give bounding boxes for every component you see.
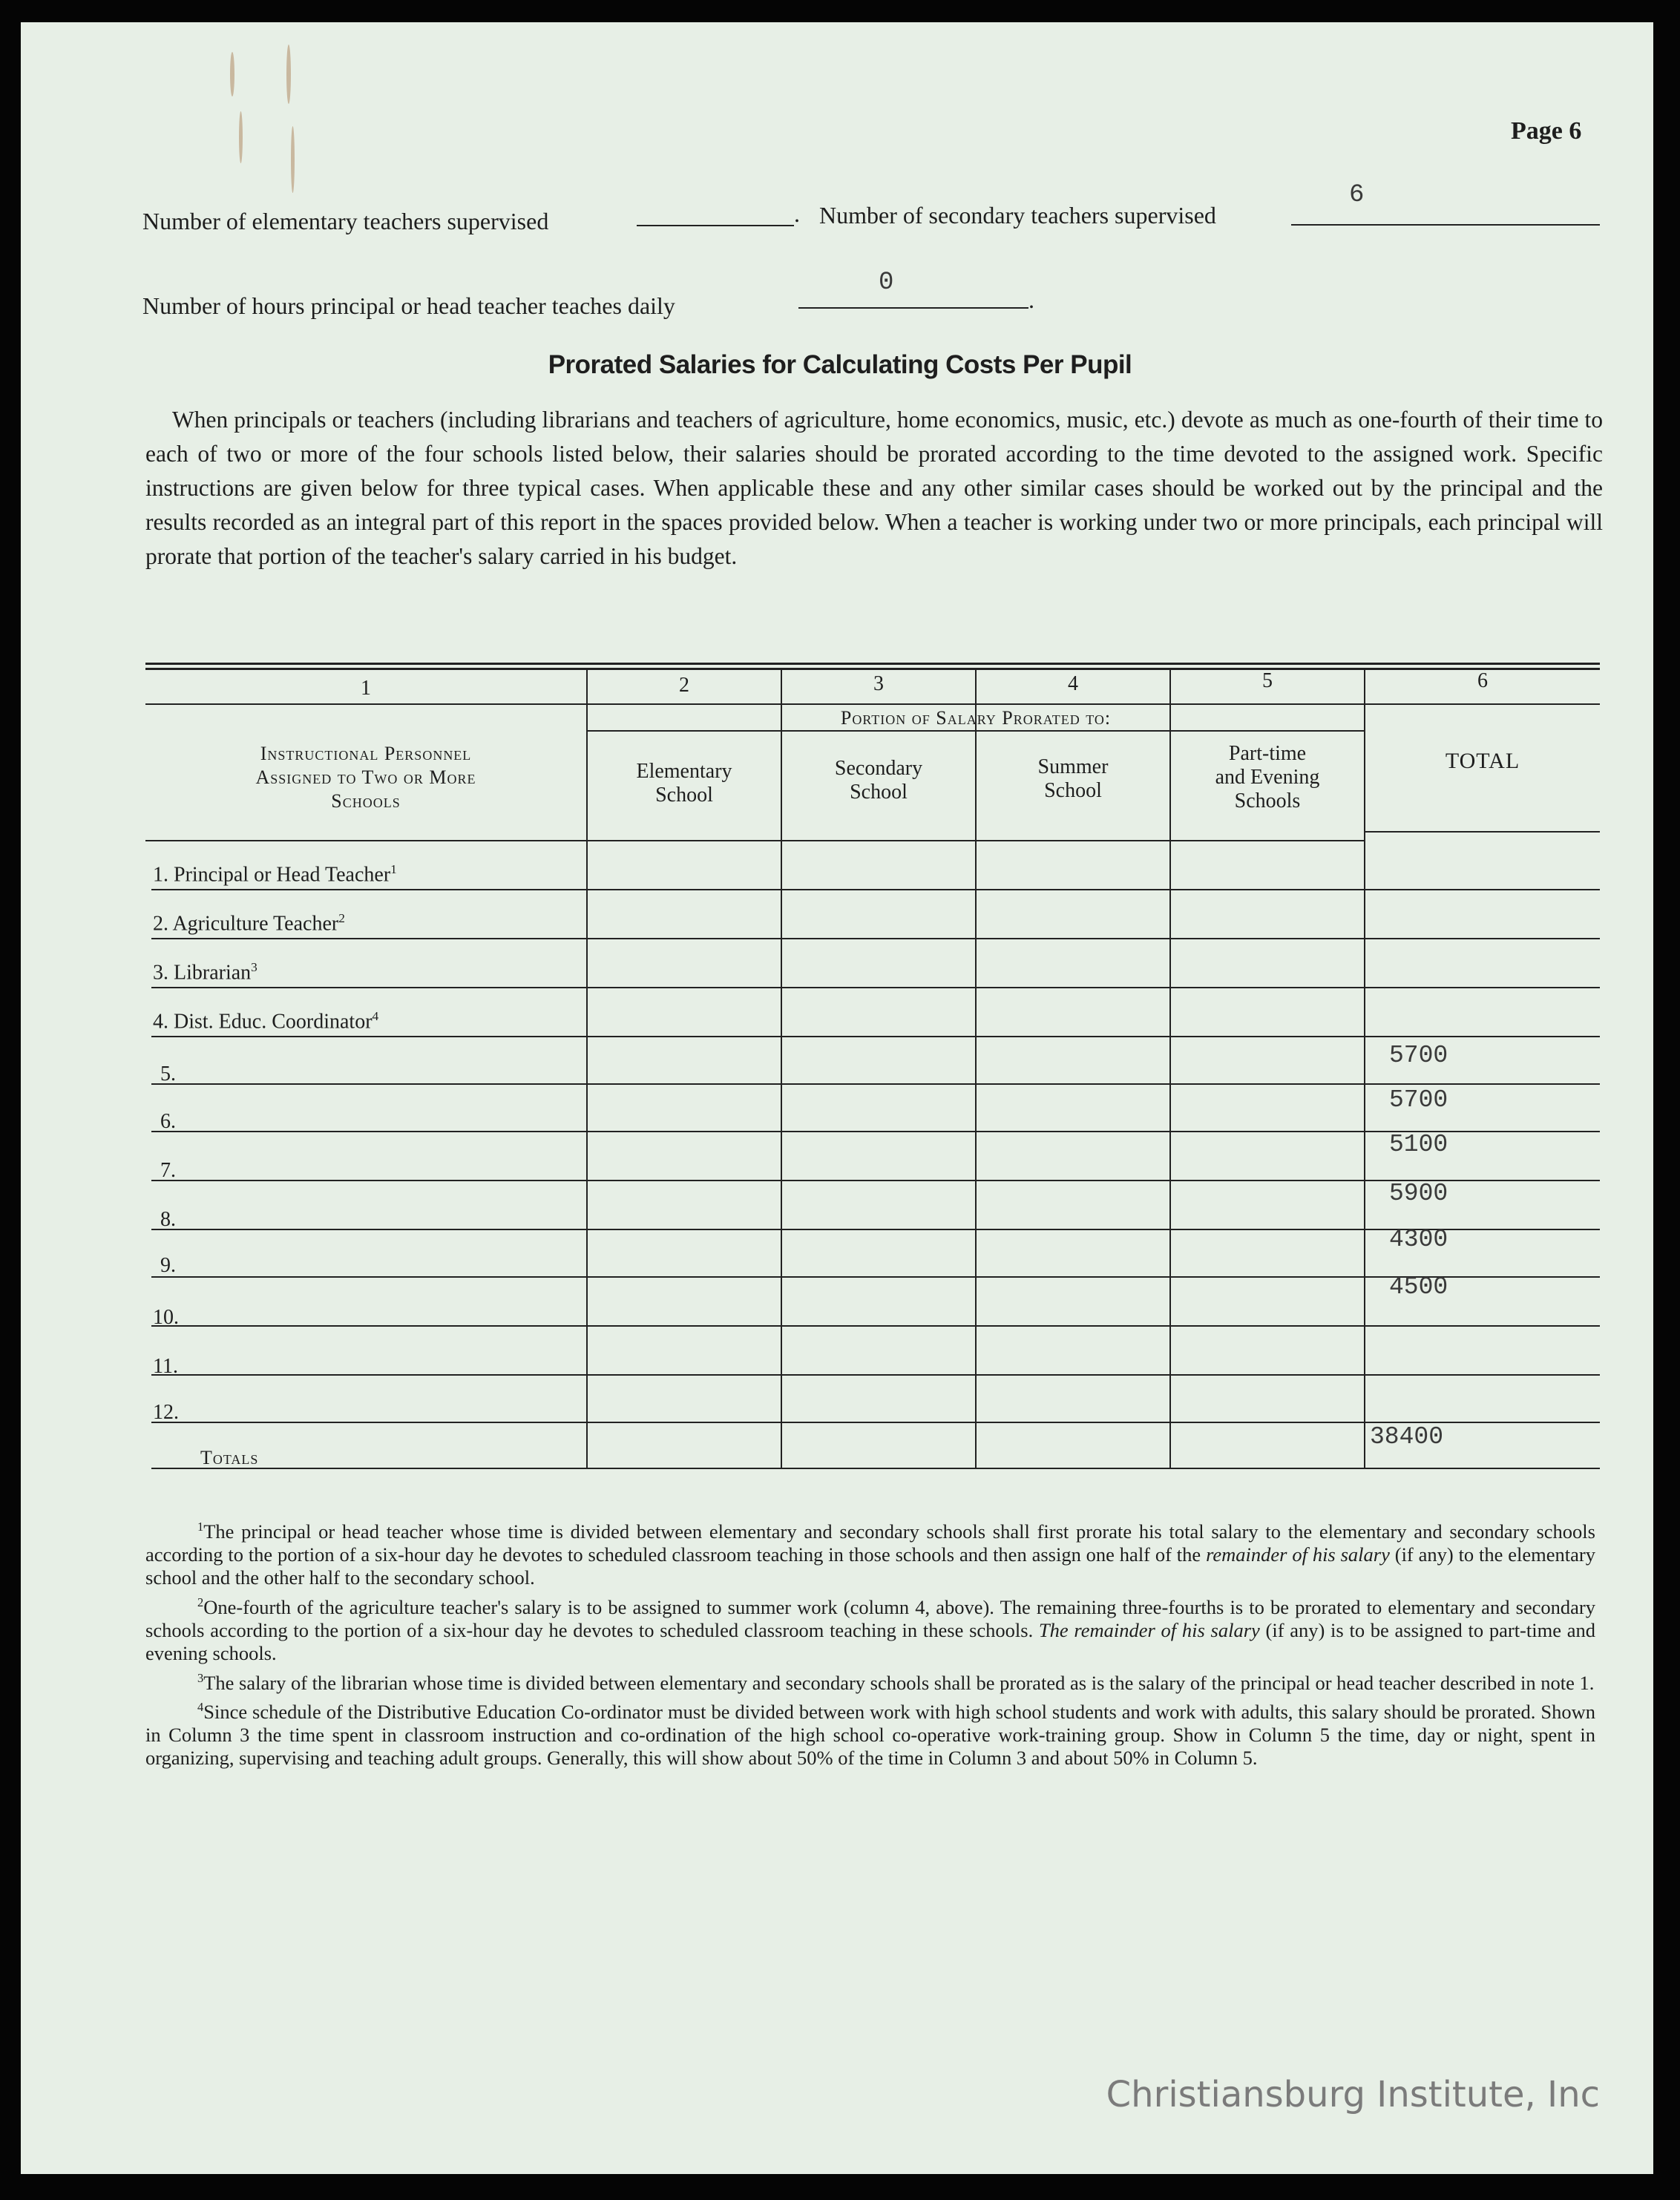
elementary-school-header-line1: Elementary — [636, 760, 732, 783]
hours-teaching-value: 0 — [879, 269, 894, 297]
row-total-10[interactable]: 4500 — [1389, 1273, 1448, 1301]
footnote-ref: 3 — [251, 960, 257, 974]
row-rule — [151, 889, 1600, 890]
col-number-rule — [145, 703, 1600, 705]
footnote-1 — [145, 1515, 1595, 1589]
secondary-teachers-value: 6 — [1349, 181, 1365, 209]
table-row-label: 5. — [160, 1063, 176, 1086]
footnote-4 — [145, 1695, 1595, 1770]
total-header: TOTAL — [1445, 749, 1520, 773]
row-rule — [151, 987, 1600, 988]
footnote-mark: 3 — [197, 1670, 204, 1685]
secondary-teachers-label: Number of secondary teachers supervised — [819, 202, 1216, 229]
section-title: Prorated Salaries for Calculating Costs Per Pupil — [548, 350, 1132, 379]
row-label-text: 3. Librarian — [153, 961, 252, 985]
col-number-2: 2 — [679, 674, 689, 697]
period: . — [1028, 286, 1034, 313]
table-row-label: 11. — [153, 1355, 178, 1378]
table-row-label — [153, 862, 397, 887]
col-number-5: 5 — [1262, 669, 1273, 692]
table-row-label — [153, 960, 257, 985]
table-row-label: 7. — [160, 1159, 176, 1182]
row-total-8[interactable]: 5900 — [1389, 1180, 1448, 1207]
footnotes — [145, 1515, 1595, 1771]
table-row-label — [153, 1009, 378, 1034]
col-number-6: 6 — [1477, 669, 1488, 692]
portion-header: Portion of Salary Prorated to: — [840, 707, 1112, 729]
table-bottom-rule — [151, 1468, 1600, 1469]
table-top-rule — [145, 663, 1600, 665]
summer-school-header-line2: School — [1044, 779, 1102, 802]
table-row-label: 9. — [160, 1254, 176, 1277]
footnote-mark: 2 — [197, 1595, 204, 1609]
table-row-label: 10. — [153, 1306, 179, 1329]
elementary-teachers-field[interactable] — [637, 204, 794, 226]
secondary-school-header-line1: Secondary — [834, 757, 923, 780]
personnel-header — [145, 742, 586, 813]
row-rule — [151, 1083, 1600, 1085]
secondary-school-header — [782, 757, 975, 804]
row-rule — [151, 1325, 1600, 1327]
row-rule — [151, 1276, 1600, 1278]
rust-stain — [291, 126, 295, 193]
col-divider — [1364, 668, 1365, 1469]
footnote-ref: 4 — [372, 1009, 379, 1023]
summer-school-header — [977, 755, 1169, 803]
row-rule — [151, 938, 1600, 939]
secondary-teachers-field[interactable] — [1291, 200, 1600, 226]
rust-stain — [286, 45, 291, 104]
instructions-text: When principals or teachers (including librarians and teachers of agriculture, home economics, music, etc.) devote as much as one-fourth of their time to each of two or more of the four schools listed below, their salaries should be prorated according to the time devoted to the assigned work. Specific instructions are given below for three typical cases. When applicable these and any other similar cases should be worked out by the principal and the results recorded as an integral part of this report in the spaces provided below. When a teacher is working under two or more principals, each principal will prorate that portion of the teacher's salary carried in his budget. — [145, 407, 1603, 569]
row-total-5[interactable]: 5700 — [1389, 1042, 1448, 1069]
part-time-evening-header — [1171, 742, 1364, 813]
footnote-ref: 1 — [390, 862, 397, 876]
part-time-evening-header-line2: and Evening — [1215, 766, 1320, 789]
col-divider — [781, 668, 782, 1469]
row-total-9[interactable]: 4300 — [1389, 1226, 1448, 1253]
footnote-mark: 1 — [197, 1520, 204, 1534]
footnote-emphasis: remainder of his salary — [1206, 1543, 1390, 1566]
footnote-emphasis: The remainder of his salary — [1038, 1618, 1260, 1641]
col-number-4: 4 — [1068, 672, 1078, 695]
row-label-text: 1. Principal or Head Teacher — [153, 863, 391, 887]
footnote-text: (if any) to the elementary school and the other half to the secondary school. — [145, 1543, 1595, 1589]
period: . — [794, 200, 800, 227]
col-number-3: 3 — [873, 672, 884, 695]
row-rule — [151, 1229, 1600, 1230]
footnote-text: One-fourth of the agriculture teacher's salary is to be assigned to summer work (column 4, above). The remaining three-fourths is to be prorated to elementary and secondary schools according to the portion of a six-hour day he devotes to scheduled classroom teaching in these schools. — [145, 1595, 1595, 1641]
personnel-header-line1: Instructional Personnel — [260, 743, 472, 764]
footnote-text: The salary of the librarian whose time is divided between elementary and secondary schools shall be prorated as is the salary of the principal or head teacher described in note 1. — [203, 1671, 1595, 1694]
row-label-text: 4. Dist. Educ. Coordinator — [153, 1010, 373, 1034]
header-bottom-rule — [145, 840, 1364, 841]
row-total-6[interactable]: 5700 — [1389, 1086, 1448, 1114]
col-divider — [975, 668, 977, 1469]
grand-total[interactable]: 38400 — [1370, 1423, 1444, 1451]
elementary-teachers-label: Number of elementary teachers supervised — [142, 208, 549, 234]
footnote-3 — [145, 1667, 1595, 1695]
table-row-label: 6. — [160, 1110, 176, 1133]
col-number-1: 1 — [361, 677, 371, 700]
col-divider — [1169, 668, 1171, 1469]
footnote-ref: 2 — [338, 911, 345, 925]
secondary-school-header-line2: School — [850, 781, 908, 804]
table-row-label — [153, 911, 345, 936]
row-rule — [151, 1180, 1600, 1181]
page-number: Page 6 — [1511, 117, 1582, 145]
header-bottom-rule — [1364, 831, 1600, 833]
personnel-header-line3: Schools — [331, 790, 401, 812]
rust-stain — [230, 52, 234, 96]
footnote-text: Since schedule of the Distributive Education Co-ordinator must be divided between work with high school students and work with adults, this salary should be prorated. Shown in Column 3 the time spent in classroom instruction and co-ordination of the high school co-operative work-training group. Show in Column 5 the time, day or night, spent in organizing, supervising and teaching adult groups. Generally, this will show about 50% of the time in Column 3 and about 50% in Column 5. — [145, 1701, 1595, 1770]
table-row-label: 12. — [153, 1401, 179, 1424]
footnote-text: (if any) is to be assigned to part-time and evening schools. — [145, 1618, 1595, 1664]
part-time-evening-header-line3: Schools — [1234, 789, 1301, 812]
elementary-school-header-line2: School — [655, 784, 713, 807]
footnote-2 — [145, 1591, 1595, 1665]
col-divider — [586, 668, 588, 1469]
rust-stain — [239, 111, 243, 163]
row-label-text: 2. Agriculture Teacher — [153, 912, 339, 936]
table-row-label: 8. — [160, 1208, 176, 1231]
hours-teaching-field[interactable] — [798, 285, 1028, 309]
footnote-mark: 4 — [197, 1700, 204, 1715]
totals-label: Totals — [200, 1447, 259, 1468]
watermark: Christiansburg Institute, Inc — [1106, 2074, 1600, 2115]
row-rule — [151, 1036, 1600, 1037]
row-total-7[interactable]: 5100 — [1389, 1131, 1448, 1158]
row-rule — [151, 1374, 1600, 1376]
elementary-school-header — [588, 760, 781, 807]
summer-school-header-line1: Summer — [1037, 755, 1109, 778]
row-rule — [151, 1131, 1600, 1132]
part-time-evening-header-line1: Part-time — [1228, 742, 1307, 765]
personnel-header-line2: Assigned to Two or More — [255, 766, 476, 788]
hours-teaching-label: Number of hours principal or head teacher teaches daily — [142, 292, 675, 319]
instructions-paragraph — [145, 403, 1603, 574]
footnote-text: The principal or head teacher whose time is divided between elementary and secondary schools shall first prorate his total salary to the elementary and secondary schools according to the portion of a six-hour day he devotes to scheduled classroom teaching in those schools and then assign one half of the — [145, 1520, 1595, 1566]
